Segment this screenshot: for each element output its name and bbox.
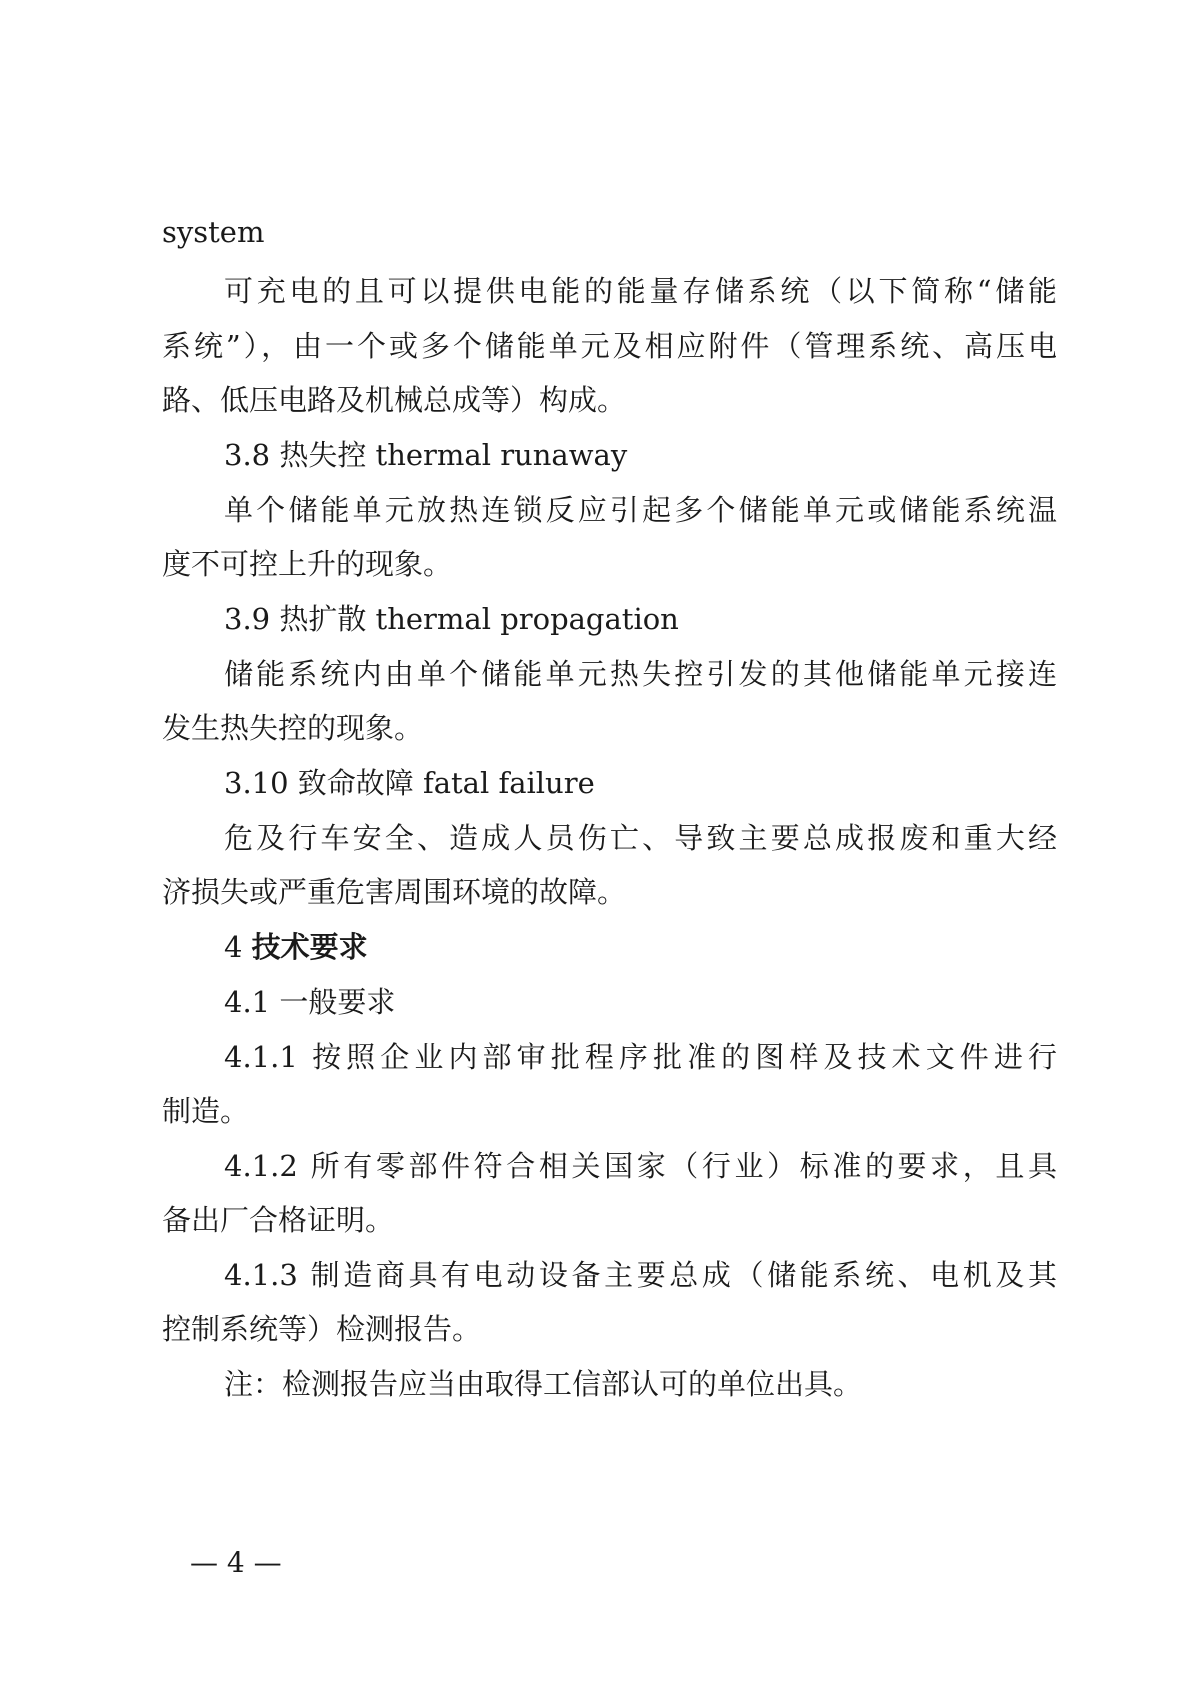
- definition-term-tail: system: [162, 215, 265, 249]
- section-heading-3-9: 3.9 热扩散 thermal propagation: [224, 602, 679, 636]
- page-number: — 4 —: [190, 1546, 282, 1579]
- clause-text-line: 4.1.3 制造商具有电动设备主要总成（储能系统、电机及其: [224, 1258, 1057, 1292]
- definition-text-line: 储能系统内由单个储能单元热失控引发的其他储能单元接连: [224, 657, 1057, 691]
- definition-text-line: 系统”），由一个或多个储能单元及相应附件（管理系统、高压电: [162, 329, 1057, 363]
- clause-text-line: 4.1.2 所有零部件符合相关国家（行业）标准的要求，且具: [224, 1149, 1057, 1183]
- definition-text-line: 济损失或严重危害周围环境的故障。: [162, 875, 627, 909]
- section-title: 技术要求: [251, 930, 368, 964]
- section-number: 4: [224, 930, 243, 964]
- clause-text-line: 备出厂合格证明。: [162, 1203, 395, 1237]
- definition-text-line: 发生热失控的现象。: [162, 711, 424, 745]
- note-text: 注：检测报告应当由取得工信部认可的单位出具。: [224, 1367, 863, 1401]
- section-heading-4: [224, 927, 1057, 967]
- definition-text-line: 可充电的且可以提供电能的能量存储系统（以下简称“储能: [224, 274, 1057, 308]
- section-heading-3-8: 3.8 热失控 thermal runaway: [224, 438, 628, 472]
- clause-text-line: 控制系统等）检测报告。: [162, 1312, 482, 1346]
- definition-text-line: 度不可控上升的现象。: [162, 547, 453, 581]
- definition-text-line: 单个储能单元放热连锁反应引起多个储能单元或储能系统温: [224, 493, 1057, 527]
- definition-text-line: 路、低压电路及机械总成等）构成。: [162, 383, 627, 417]
- section-heading-4-1: 4.1 一般要求: [224, 985, 396, 1019]
- section-heading-3-10: 3.10 致命故障 fatal failure: [224, 766, 595, 800]
- definition-text-line: 危及行车安全、造成人员伤亡、导致主要总成报废和重大经: [224, 821, 1057, 855]
- clause-text-line: 4.1.1 按照企业内部审批程序批准的图样及技术文件进行: [224, 1040, 1057, 1074]
- clause-text-line: 制造。: [162, 1094, 250, 1128]
